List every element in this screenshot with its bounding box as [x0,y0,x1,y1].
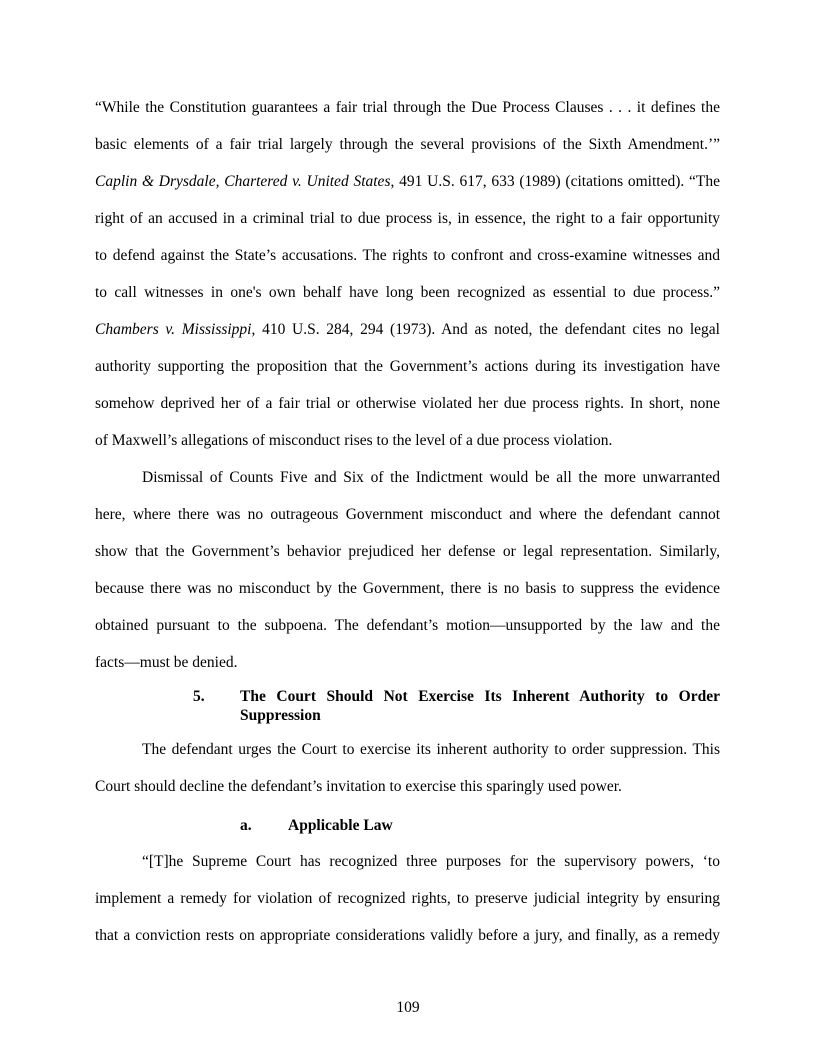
text-segment: basic elements of a fair trial largely through the several provisions of the Sixth Amendment.’” [95,136,720,153]
document-body [95,89,720,954]
text-segment: Court should decline the defendant’s invitation to exercise this sparingly used power. [95,778,622,795]
text-segment: to call witnesses in one's own behalf have long been recognized as essential to due process.” [95,284,720,301]
body-paragraph [95,89,720,459]
text-line [95,768,720,805]
text-line [95,422,720,459]
text-segment: here, where there was no outrageous Government misconduct and where the defendant cannot [95,506,720,523]
text-segment: because there was no misconduct by the Government, there is no basis to suppress the evidence [95,580,720,597]
text-segment: right of an accused in a criminal trial to due process is, in essence, the right to a fair opportunity [95,210,720,227]
case-citation: Chambers v. Mississippi [95,321,252,338]
text-line [95,89,720,126]
text-line [95,607,720,644]
section-heading-number: 5. [193,688,205,705]
text-line [95,348,720,385]
text-segment: obtained pursuant to the subpoena. The defendant’s motion—unsupported by the law and the [95,617,720,634]
text-segment: , 491 U.S. 617, 633 (1989) (citations omitted). “The [390,173,720,190]
text-line [95,200,720,237]
text-line [95,644,720,681]
text-segment: , 410 U.S. 284, 294 (1973). And as noted, the defendant cites no legal [251,321,720,338]
body-paragraph [95,731,720,805]
text-segment: to defend against the State’s accusations. The rights to confront and cross-examine witnesses and [95,247,720,264]
text-line [95,385,720,422]
text-line [95,237,720,274]
body-paragraph [95,459,720,681]
section-heading-title-cont: Suppression [240,707,321,724]
text-line [95,274,720,311]
text-segment: somehow deprived her of a fair trial or otherwise violated her due process rights. In short, none [95,395,720,412]
text-line [95,126,720,163]
body-paragraph [95,843,720,954]
text-segment: facts—must be denied. [95,654,238,671]
text-segment: of Maxwell’s allegations of misconduct rises to the level of a due process violation. [95,432,613,449]
text-line [95,163,720,200]
text-line [95,459,720,496]
text-line [95,496,720,533]
text-line [95,880,720,917]
subsection-heading [240,816,720,835]
text-line [95,311,720,348]
text-segment: authority supporting the proposition that the Government’s actions during its investigation have [95,358,720,375]
text-segment: that a conviction rests on appropriate considerations validly before a jury, and finally, as a remedy [95,927,720,944]
text-line [95,917,720,954]
case-citation: Caplin & Drysdale, Chartered v. United States [95,173,391,190]
text-line [95,731,720,768]
text-segment: “[T]he Supreme Court has recognized three purposes for the supervisory powers, ‘to [142,853,720,870]
subsection-heading-letter: a. [240,817,252,834]
text-line [95,843,720,880]
text-segment: Dismissal of Counts Five and Six of the Indictment would be all the more unwarranted [142,469,720,486]
subsection-heading-title: Applicable Law [288,817,393,834]
section-heading [193,687,720,725]
text-line [95,533,720,570]
section-heading-line [193,687,720,706]
text-segment: show that the Government’s behavior prejudiced her defense or legal representation. Similarly, [95,543,720,560]
page-number: 109 [396,999,420,1016]
text-segment: implement a remedy for violation of recognized rights, to preserve judicial integrity by ensuring [95,890,720,907]
text-line [95,570,720,607]
text-segment: The defendant urges the Court to exercise its inherent authority to order suppression. This [142,741,720,758]
text-segment: “While the Constitution guarantees a fair trial through the Due Process Clauses . . . it defines the [95,99,720,116]
section-heading-title: The Court Should Not Exercise Its Inherent Authority to Order [240,688,720,705]
